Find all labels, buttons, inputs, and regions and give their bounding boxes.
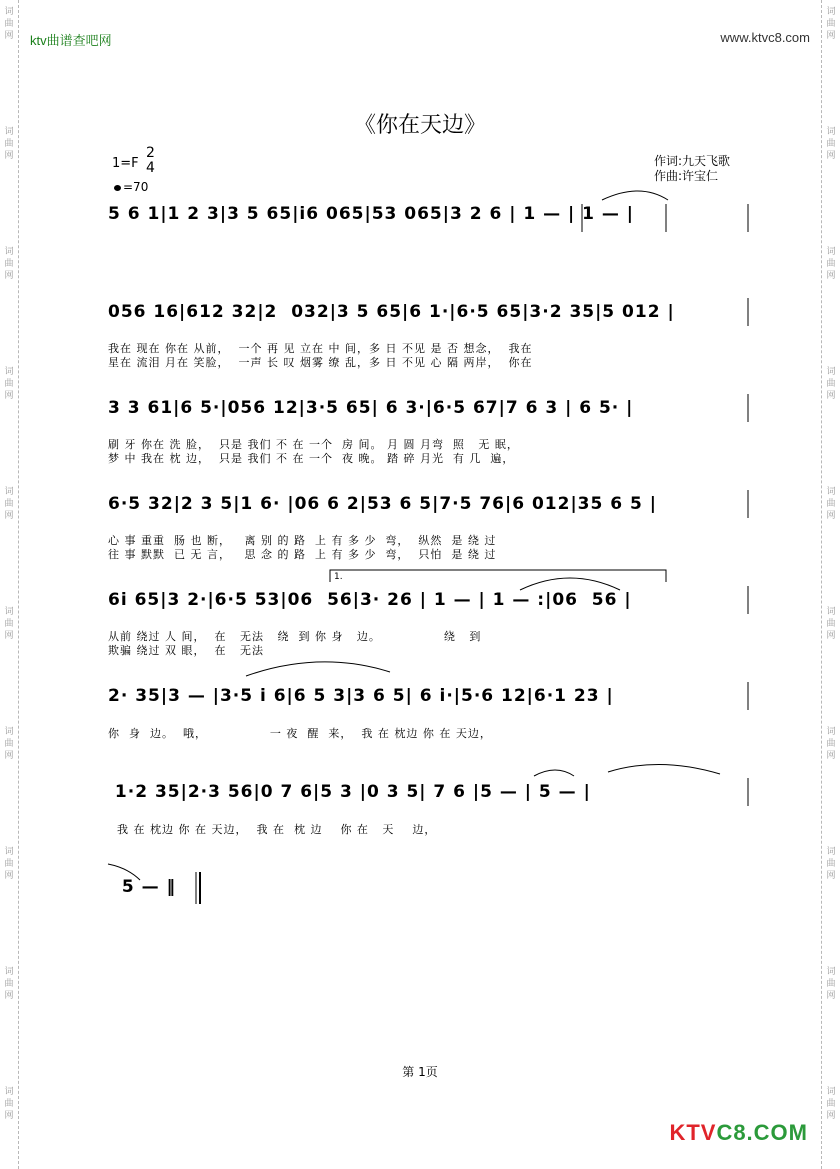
side-watermark: 词 曲 网 [826, 7, 836, 41]
side-watermark: 词 曲 网 [826, 847, 836, 881]
lyric-line: 我在 现在 你在 从前， 一个 再 见 立在 中 间，多 日 不见 是 否 想念， 我在 [108, 342, 533, 355]
side-watermark: 词 曲 网 [4, 7, 14, 41]
volta-label: 1. [334, 572, 343, 582]
score-line-1: 5 6 1|1 2 3|3 5 65|i6 065|53 065|3 2 6 | 1 — | 1 — | [108, 204, 634, 224]
side-watermark: 词 曲 网 [4, 727, 14, 761]
logo-part-a: KTV [669, 1120, 717, 1145]
score-line-8: 5 — ‖ [108, 877, 177, 897]
side-watermark: 词 曲 网 [826, 607, 836, 641]
site-url-link[interactable]: www.ktvc8.com [720, 30, 810, 45]
lyric-line: 心 事 重重 肠 也 断， 离 别 的 路 上 有 多 少 弯， 纵然 是 绕 过 [108, 534, 497, 547]
side-watermark: 词 曲 网 [4, 1087, 14, 1121]
lyric-line: 往 事 默默 已 无 言， 思 念 的 路 上 有 多 少 弯， 只怕 是 绕 过 [108, 548, 497, 561]
side-watermark: 词 曲 网 [826, 727, 836, 761]
score-line-3: 3 3 61|6 5·|056 12|3·5 65| 6 3·|6·5 67|7 6 3 | 6 5· | [108, 398, 634, 418]
side-watermark: 词 曲 网 [4, 367, 14, 401]
side-watermark: 词 曲 网 [4, 487, 14, 521]
lyric-line: 星在 流泪 月在 笑脸， 一声 长 叹 烟雾 缭 乱，多 日 不见 心 隔 两岸， 你在 [108, 356, 533, 369]
meter-bottom: 4 [146, 160, 155, 176]
lyricist: 作词:九天飞歌 [654, 154, 731, 168]
score-line-5: 6i 65|3 2·|6·5 53|06 56|3· 26 | 1 — | 1 — :|06 56 | [108, 590, 632, 610]
composer: 作曲:许宝仁 [654, 169, 719, 183]
score-line-6: 2· 35|3 — |3·5 i 6|6 5 3|3 6 5| 6 i·|5·6 12|6·1 23 | [108, 686, 614, 706]
song-title: 《你在天边》 [353, 113, 486, 138]
side-watermark: 词 曲 网 [826, 487, 836, 521]
logo-part-b: C8.COM [716, 1120, 808, 1145]
side-watermark: 词 曲 网 [826, 367, 836, 401]
side-watermark: 词 曲 网 [826, 1087, 836, 1121]
slur [534, 770, 574, 776]
side-watermark: 词 曲 网 [4, 967, 14, 1001]
slur [108, 864, 140, 880]
score-line-2: 056 16|612 32|2 032|3 5 65|6 1·|6·5 65|3·2 35|5 012 | [108, 302, 675, 322]
site-name-link[interactable]: ktv曲谱查吧网 [30, 33, 112, 48]
slur [608, 764, 720, 774]
key-signature: 1=F [112, 156, 139, 171]
side-watermark: 词 曲 网 [4, 847, 14, 881]
volta-bracket [330, 570, 666, 582]
slur [602, 191, 668, 200]
side-watermark: 词 曲 网 [4, 127, 14, 161]
side-watermark: 词 曲 网 [826, 247, 836, 281]
lyric-line: 刷 牙 你在 洗 脸， 只是 我们 不 在 一个 房 间。 月 圆 月弯 照 无 眠， [108, 438, 519, 451]
side-watermark: 词 曲 网 [4, 247, 14, 281]
side-watermark: 词 曲 网 [826, 967, 836, 1001]
score-line-7: 1·2 35|2·3 56|0 7 6|5 3 |0 3 5| 7 6 |5 — | 5 — | [108, 782, 591, 802]
lyric-line: 从前 绕过 人 间， 在 无法 绕 到 你 身 边。 绕 到 [108, 630, 482, 643]
page-number: 第 1页 [402, 1065, 438, 1079]
site-logo [669, 1120, 808, 1146]
meter-top: 2 [146, 145, 155, 161]
slur [246, 662, 390, 676]
side-watermark: 词 曲 网 [826, 127, 836, 161]
side-watermark: 词 曲 网 [4, 607, 14, 641]
slur [520, 578, 620, 590]
lyric-line: 梦 中 我在 枕 边， 只是 我们 不 在 一个 夜 晚。 踏 碎 月光 有 几 遍， [108, 452, 515, 465]
score-line-4: 6·5 32|2 3 5|1 6· |06 6 2|53 6 5|7·5 76|6 012|35 6 5 | [108, 494, 657, 514]
tempo-value: =70 [123, 180, 149, 194]
lyric-line: 我 在 枕边 你 在 天边， 我 在 枕 边 你 在 天 边， [108, 823, 437, 836]
lyric-line: 欺骗 绕过 双 眼， 在 无法 [108, 644, 264, 657]
lyric-line: 你 身 边。 哦， 一 夜 醒 来， 我 在 枕边 你 在 天边， [108, 727, 492, 740]
